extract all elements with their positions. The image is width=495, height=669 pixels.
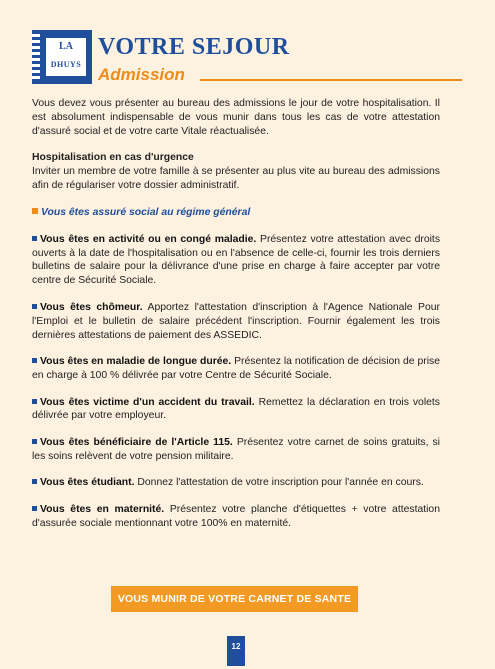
case-text: Présentez votre attestation avec droits ouverts à la date de l'hospitalisation ou en l'absence de celle-ci, fournir les trois derniers bulletins de salaire pour la délivrance d'une prise en charge à faire accepter par votre centre de Sécurité Sociale. (32, 233, 441, 287)
case-item (32, 301, 440, 343)
logo-line1: LA (59, 41, 73, 52)
case-item (32, 355, 440, 383)
orange-square-icon (32, 208, 38, 214)
main-content (32, 97, 440, 543)
case-item (32, 233, 440, 289)
header-divider (200, 79, 462, 81)
bullet-square-icon (32, 358, 37, 363)
case-item (32, 436, 440, 464)
urgence-heading: Hospitalisation en cas d'urgence (32, 152, 194, 164)
urgence-section (32, 151, 440, 193)
case-lead: Vous êtes en maternité. (40, 503, 165, 515)
case-item (32, 396, 440, 424)
regime-heading-text: Vous êtes assuré social au régime général (41, 206, 251, 218)
case-text: Présentez votre planche d'étiquettes + votre attestation d'assurée sociale mentionnant votre 100% en maternité. (32, 503, 440, 529)
urgence-text: Inviter un membre de votre famille à se présenter au plus vite au bureau des admissions afin de régulariser votre dossier administratif. (32, 166, 440, 192)
case-lead: Vous êtes étudiant. (40, 477, 135, 489)
case-lead: Vous êtes en maladie de longue durée. (40, 356, 232, 368)
intro-paragraph: Vous devez vous présenter au bureau des admissions le jour de votre hospitalisation. Il est absolument indispensable de vous munir dans tous les cas de votre attestation d'assuré social et de votre carte Vitale réactualisée. (32, 98, 440, 137)
case-lead: Vous êtes bénéficiaire de l'Article 115. (40, 436, 233, 448)
page-subtitle: Admission (98, 65, 185, 84)
bullet-square-icon (32, 236, 37, 241)
case-lead: Vous êtes en activité ou en congé maladie. (40, 233, 257, 245)
case-text: Présentez la notification de décision de prise en charge à 100 % délivrée par votre Centre de Sécurité Sociale. (32, 356, 440, 382)
logo-rings-icon (32, 34, 40, 80)
logo-line2: DHUYS (50, 60, 82, 69)
case-text: Apportez l'attestation d'inscription à l'Agence Nationale Pour l'Emploi et le bulletin de salaire précédent l'inscription. Fournir également les trois dernières attestations de paiement des ASSEDIC. (32, 301, 440, 341)
bullet-square-icon (32, 479, 37, 484)
bullet-square-icon (32, 399, 37, 404)
bullet-square-icon (32, 304, 37, 309)
health-book-banner: VOUS MUNIR DE VOTRE CARNET DE SANTE (111, 586, 358, 612)
case-text: Donnez l'attestation de votre inscription pour l'année en cours. (137, 477, 424, 489)
case-item (32, 503, 440, 531)
page-number: 12 (227, 636, 245, 666)
bullet-square-icon (32, 439, 37, 444)
regime-heading (32, 206, 440, 220)
case-text: Présentez votre carnet de soins gratuits, si les soins relèvent de votre pension militaire. (32, 436, 440, 462)
bullet-square-icon (32, 506, 37, 511)
page-title: VOTRE SEJOUR (98, 34, 290, 60)
case-text: Remettez la déclaration en trois volets délivrée par votre employeur. (32, 396, 440, 422)
case-item (32, 476, 440, 490)
case-lead: Vous êtes victime d'un accident du travail. (40, 396, 255, 408)
hospital-logo (32, 30, 92, 84)
logo-plate (46, 38, 86, 76)
case-lead: Vous êtes chômeur. (40, 301, 143, 313)
